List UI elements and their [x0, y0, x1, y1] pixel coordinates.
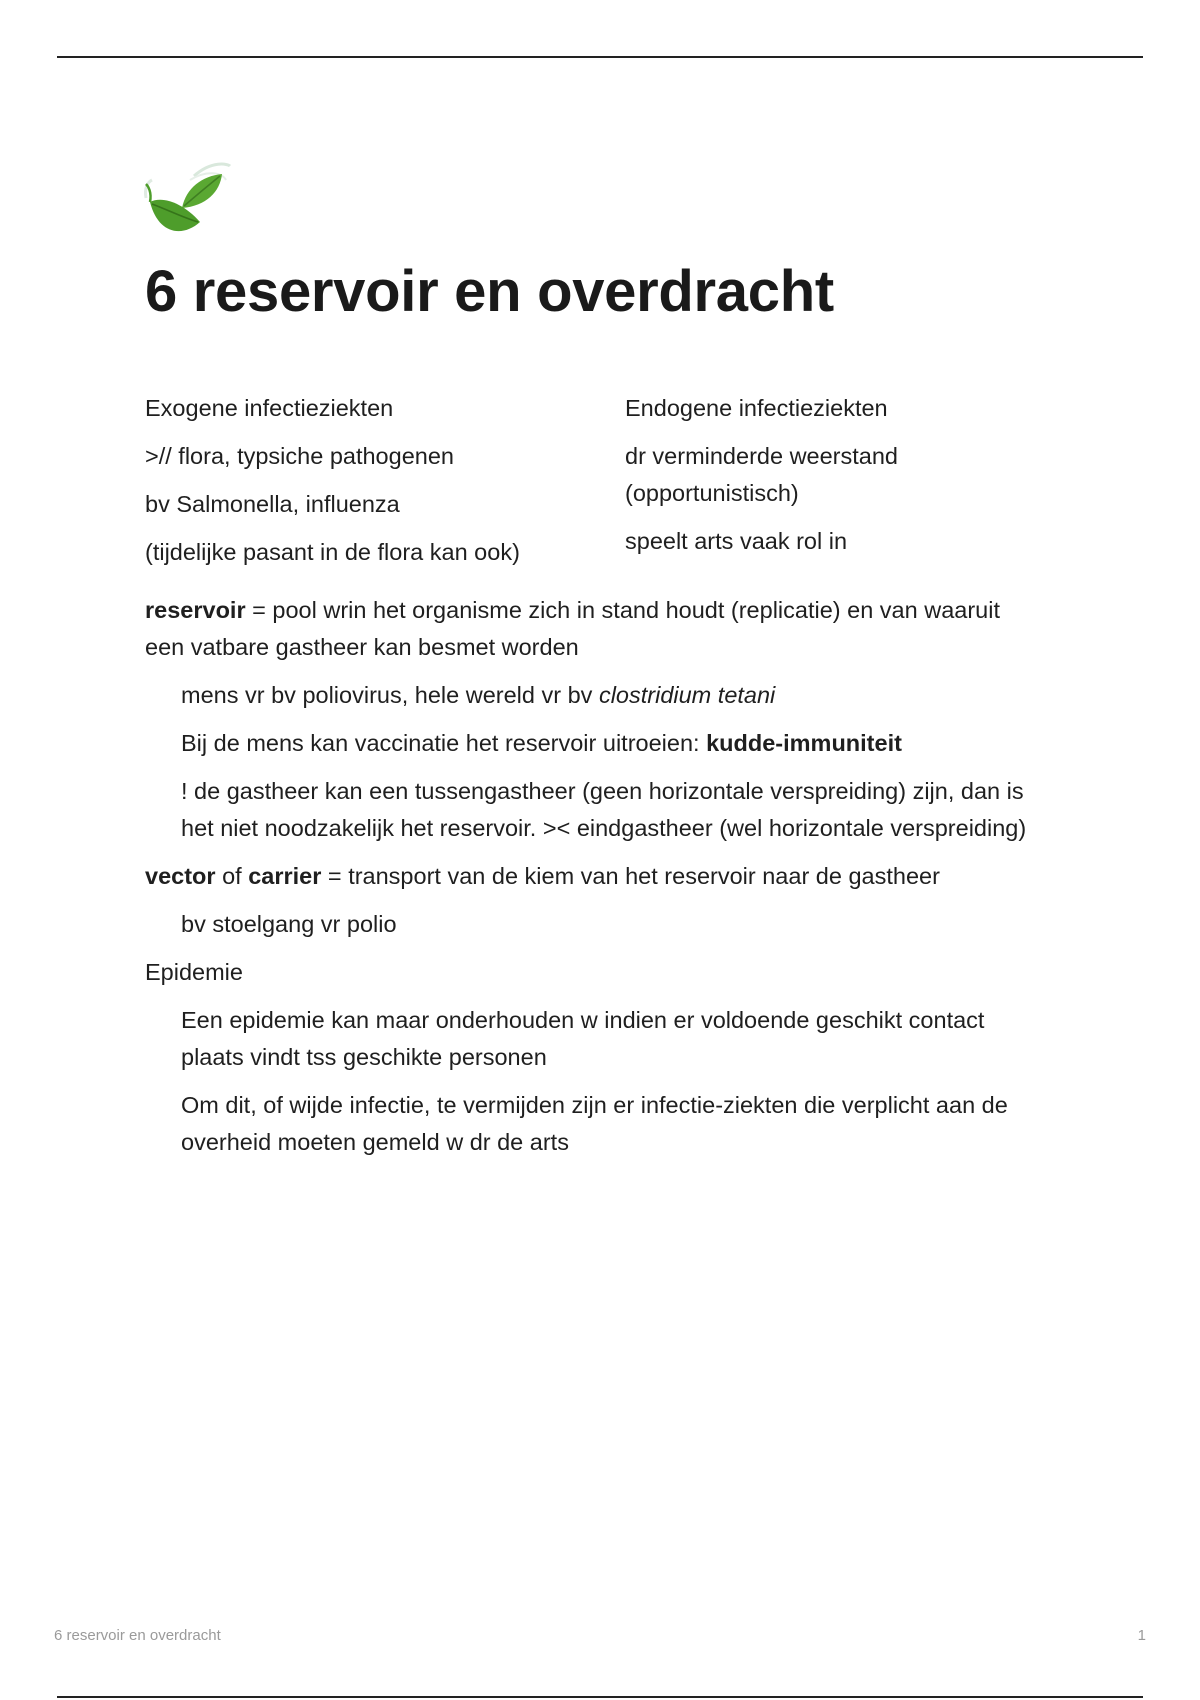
top-rule — [57, 56, 1143, 58]
leaves-icon — [142, 158, 234, 248]
vector-example: bv stoelgang vr polio — [181, 911, 397, 937]
vector-definition-text: = transport van de kiem van het reservoir naar de gastheer — [321, 863, 940, 889]
vaccination-note — [145, 725, 1045, 762]
endogenous-heading: Endogene infectieziekten — [625, 395, 888, 421]
exogenous-column — [145, 390, 625, 582]
host-note: ! de gastheer kan een tussengastheer (geen horizontale verspreiding) zijn, dan is het niet noodzakelijk het reservoir. >< eindgastheer (wel horizontale verspreiding) — [181, 778, 1027, 841]
exogenous-line: >// flora, typsiche pathogenen — [145, 443, 454, 469]
exogenous-heading: Exogene infectieziekten — [145, 395, 394, 421]
footer-title: 6 reservoir en overdracht — [54, 1627, 221, 1644]
endogenous-line: speelt arts vaak rol in — [625, 528, 848, 554]
epidemic-line: Om dit, of wijde infectie, te vermijden zijn er infectie-ziekten die verplicht aan de overheid moeten gemeld w dr de arts — [181, 1092, 1008, 1155]
infection-columns — [145, 390, 1045, 582]
page-title: 6 reservoir en overdracht — [145, 259, 834, 324]
carrier-term: carrier — [248, 863, 322, 889]
vector-term: vector — [145, 863, 216, 889]
exogenous-line: bv Salmonella, influenza — [145, 491, 400, 517]
endogenous-line: dr verminderde weerstand (opportunistisch) — [625, 443, 898, 506]
reservoir-example-species: clostridium tetani — [598, 682, 776, 708]
page-number: 1 — [1137, 1627, 1146, 1644]
reservoir-term: reservoir — [145, 597, 246, 623]
epidemic-line: Een epidemie kan maar onderhouden w indien er voldoende geschikt contact plaats vindt tss geschikte personen — [181, 1007, 985, 1070]
bottom-rule — [57, 1696, 1143, 1698]
endogenous-column — [625, 390, 1045, 582]
document-body — [145, 390, 1045, 1172]
reservoir-definition — [145, 592, 1045, 666]
epidemic-heading: Epidemie — [145, 959, 243, 985]
reservoir-definition-text: = pool wrin het organisme zich in stand houdt (replicatie) en van waaruit een vatbare gastheer kan besmet worden — [145, 597, 1000, 660]
exogenous-line: (tijdelijke pasant in de flora kan ook) — [145, 539, 520, 565]
reservoir-example-text: mens vr bv poliovirus, hele wereld vr bv — [181, 682, 599, 708]
reservoir-example — [145, 677, 1045, 714]
vaccination-text: Bij de mens kan vaccinatie het reservoir uitroeien: — [181, 730, 707, 756]
vector-connector: of — [215, 863, 249, 889]
herd-immunity-term: kudde-immuniteit — [706, 730, 902, 756]
vector-definition — [145, 858, 1045, 895]
